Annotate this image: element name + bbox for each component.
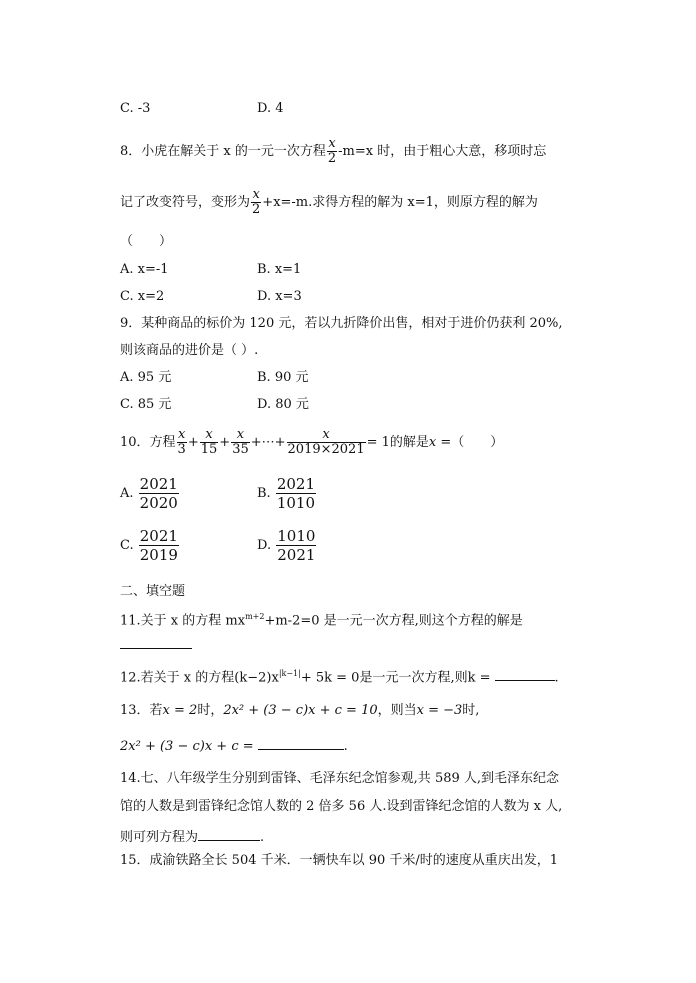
q10-frac-2 <box>200 428 219 457</box>
q9-option-b: B. 90 元 <box>257 370 309 385</box>
q10-frac-1-den: 3 <box>177 442 186 457</box>
q14-stem-line3 <box>120 826 264 847</box>
q8-option-c: C. x=2 <box>120 289 165 304</box>
q8-stem-line2 <box>120 188 538 218</box>
q14-stem-line1: 14.七、八年级学生分别到雷锋、毛泽东纪念馆参观,共 589 人,到毛泽东纪念 <box>120 771 560 786</box>
q14-stem-line2: 馆的人数是到雷锋纪念馆人数的 2 倍多 56 人.设到雷锋纪念馆的人数为 x 人, <box>120 799 563 814</box>
q10-option-b <box>257 472 317 516</box>
q10-equals-one: = 1 <box>366 435 390 450</box>
q10-option-b-fraction <box>276 475 316 512</box>
q8-stem-line1 <box>120 137 546 167</box>
q9-option-c: C. 85 元 <box>120 397 172 412</box>
q8-after-frac: -m=x 时，由于粗心大意，移项时忘 <box>338 144 547 159</box>
q8-fraction <box>327 137 337 166</box>
q13-line2-expr: 2x² + (3 − c)x + c = <box>120 739 254 754</box>
q10-option-c-den: 2019 <box>139 546 178 564</box>
q10-option-c-fraction <box>139 527 179 564</box>
q8-prefix: 8．小虎在解关于 x 的一元一次方程 <box>120 144 326 159</box>
section-heading-fill-in: 二、填空题 <box>120 584 186 599</box>
q10-option-d <box>257 524 317 568</box>
q10-frac-3-num: x <box>236 427 245 442</box>
q10-frac-1-num: x <box>178 427 186 442</box>
q10-frac-4-den: 2019×2021 <box>287 442 365 457</box>
q11-answer-blank[interactable] <box>120 634 192 653</box>
q10-option-a-den: 2020 <box>139 494 178 512</box>
q11-suffix: +m-2=0 是一元一次方程,则这个方程的解是 <box>264 613 523 629</box>
q13-suffix: 时, <box>462 703 480 718</box>
q8-option-b: B. x=1 <box>257 262 302 277</box>
q11-exponent: m+2 <box>245 612 265 621</box>
q10-option-b-den: 1010 <box>276 494 316 512</box>
q8-option-a: A. x=-1 <box>120 262 169 277</box>
q7-option-c: C. -3 <box>120 101 151 116</box>
q10-option-b-num: 2021 <box>276 475 316 493</box>
q12-k-eq: k = <box>467 670 491 686</box>
q10-plus-1: + <box>187 435 199 450</box>
q10-x-eq: x = <box>428 435 452 450</box>
q9-option-d: D. 80 元 <box>257 397 309 412</box>
q8-line2-frac-num: x <box>252 187 260 202</box>
q13-period: . <box>343 739 348 754</box>
q13-prefix: 13．若 <box>120 703 163 718</box>
q9-option-a: A. 95 元 <box>120 370 172 385</box>
q13-mid: 时， <box>197 703 224 718</box>
q12-suffix: 是一元一次方程,则 <box>359 670 468 686</box>
q8-frac-den: 2 <box>327 151 337 166</box>
q12-stem <box>120 664 559 688</box>
q12-answer-blank[interactable] <box>495 666 555 681</box>
q10-option-b-label: B. <box>257 486 271 501</box>
q10-prefix: 10．方程 <box>120 435 176 450</box>
q10-frac-3-den: 35 <box>232 442 249 457</box>
q12-expr: (k−2)x <box>234 670 279 686</box>
q10-frac-4-num: x <box>322 427 330 442</box>
q10-frac-1 <box>177 428 187 457</box>
q10-option-d-num: 1010 <box>277 527 316 545</box>
q9-stem-line1: 9．某种商品的标价为 120 元，若以九折降价出售，相对于进价仍获利 20%, <box>120 316 563 331</box>
q9-stem-line2: 则该商品的进价是（ ）. <box>120 343 259 358</box>
q13-cond: x = 2 <box>162 703 198 718</box>
q10-frac-3 <box>231 428 250 457</box>
q13-answer-blank[interactable] <box>258 735 344 750</box>
q12-period: . <box>554 670 559 686</box>
q12-exponent: |k−1| <box>278 669 301 678</box>
q10-frac-2-num: x <box>205 427 213 442</box>
q10-option-a-label: A. <box>120 486 134 501</box>
q10-option-c-num: 2021 <box>139 527 178 545</box>
q13-expr: 2x² + (3 − c)x + c = 10 <box>223 703 378 718</box>
q8-line2-frac-den: 2 <box>252 202 261 217</box>
q7-option-d: D. 4 <box>257 101 284 116</box>
q11-stem <box>120 608 523 630</box>
q13-stem-line2 <box>120 735 348 757</box>
q10-option-d-label: D. <box>257 538 272 553</box>
q12-prefix: 12.若关于 x 的方程 <box>120 670 235 686</box>
q13-mid2: ，则当 <box>377 703 417 718</box>
q10-option-a-fraction <box>139 475 179 512</box>
q13-cond2: x = −3 <box>416 703 463 718</box>
q8-line2-prefix: 记了改变符号，变形为 <box>120 195 251 210</box>
q13-stem-line1 <box>120 701 479 721</box>
q10-option-c-label: C. <box>120 538 134 553</box>
q14-period: . <box>260 830 265 845</box>
q10-suffix: 的解是 <box>389 435 429 450</box>
q10-option-a <box>120 472 180 516</box>
q14-line3-prefix: 则可列方程为 <box>120 830 199 845</box>
q11-prefix: 11.关于 x 的方程 mx <box>120 613 246 629</box>
q14-answer-blank[interactable] <box>198 826 260 841</box>
q15-stem-line1: 15．成渝铁路全长 504 千米．一辆快车以 90 千米/时的速度从重庆出发，1 <box>120 853 559 868</box>
q8-line2-fraction <box>251 188 261 217</box>
q8-line2-after: +x=-m.求得方程的解为 x=1，则原方程的解为 <box>262 195 538 210</box>
q10-paren: （ ） <box>451 435 504 450</box>
q10-option-d-fraction <box>276 527 316 564</box>
q10-stem <box>120 425 503 461</box>
q10-option-d-den: 2021 <box>277 546 316 564</box>
q10-dots: +⋯+ <box>250 435 286 450</box>
q8-frac-num: x <box>328 136 336 151</box>
q10-plus-2: + <box>219 435 231 450</box>
q12-expr2: + 5k = 0 <box>300 670 360 686</box>
q10-frac-4 <box>287 428 366 457</box>
q10-option-c <box>120 524 180 568</box>
q8-answer-paren: （ ） <box>120 234 173 249</box>
q8-option-d: D. x=3 <box>257 289 302 304</box>
q10-option-a-num: 2021 <box>139 475 178 493</box>
q10-frac-2-den: 15 <box>200 442 218 457</box>
